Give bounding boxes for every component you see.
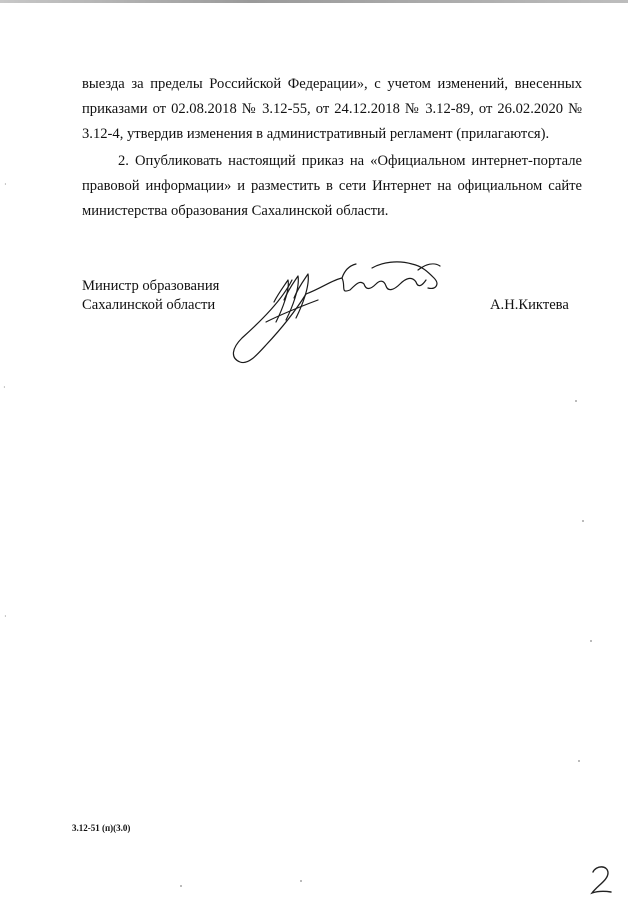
scan-speck: · — [4, 612, 7, 621]
handwritten-page-mark — [588, 862, 614, 896]
text-line: 3.12-4, утвердив изменения в административный регламент (прилагаются). — [82, 126, 550, 142]
scan-speck: · — [3, 383, 6, 392]
signatory-title-line: Сахалинской области — [82, 297, 216, 313]
text-line: приказами от 02.08.2018 № 3.12-55, от 24.12.2018 № 3.12-89, от 26.02.2020 № — [82, 101, 582, 117]
text-line: выезда за пределы Российской Федерации», с учетом изменений, внесенных — [82, 76, 582, 92]
scan-speck — [582, 520, 584, 522]
scan-speck — [180, 885, 182, 887]
scan-speck — [590, 640, 592, 642]
scan-speck — [575, 400, 577, 402]
scan-speck — [578, 760, 580, 762]
paragraph-regulation-changes — [82, 72, 582, 147]
scan-speck — [300, 880, 302, 882]
text-line: правовой информации» и разместить в сети Интернет на официальном сайте — [82, 178, 582, 194]
text-line: министерства образования Сахалинской области. — [82, 203, 389, 219]
scan-speck: · — [4, 180, 7, 189]
signatory-title — [82, 277, 219, 315]
text-line: 2. Опубликовать настоящий приказ на «Официальном интернет-портале — [118, 153, 582, 169]
document-code: 3.12-51 (п)(3.0) — [72, 823, 131, 833]
scan-top-edge — [0, 0, 628, 3]
signatory-title-line: Министр образования — [82, 278, 220, 294]
handwritten-signature — [222, 250, 452, 375]
signatory-name: А.Н.Киктева — [490, 297, 569, 313]
paragraph-publication-order — [82, 149, 582, 224]
